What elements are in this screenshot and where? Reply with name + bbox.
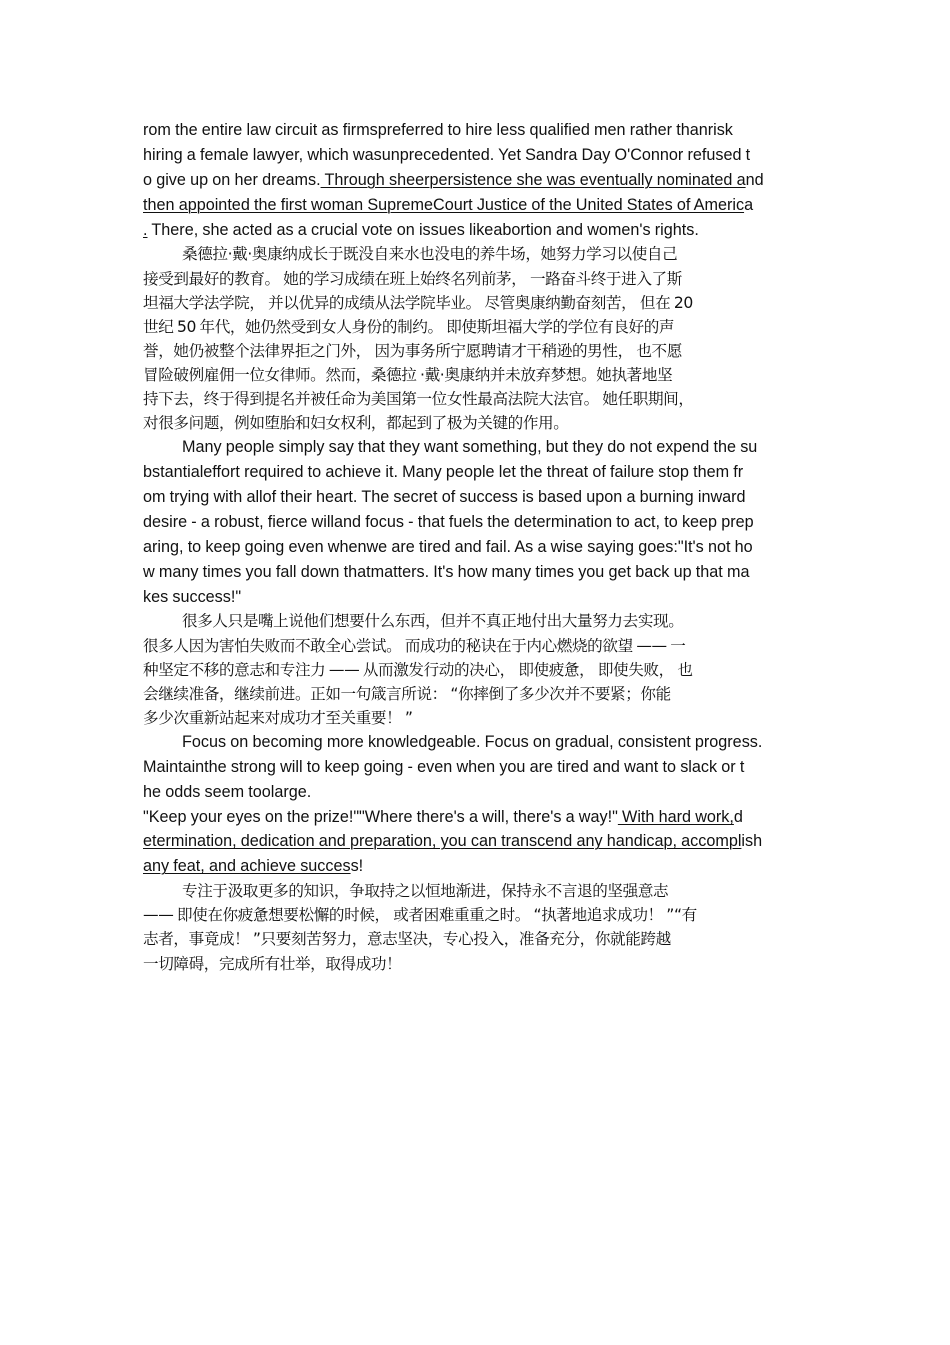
underlined-text: then appointed the first woman SupremeCourt Justice of the United States of Americ [143,195,745,214]
text-run: s! [350,857,364,876]
text-line: 坦福大学法学院， 并以优异的成绩从法学院毕业。 尽管奥康纳勤奋刻苦， 但在 20 [143,293,693,312]
text-line [143,805,833,830]
paragraph-chinese-1 [143,242,833,435]
text-line: he odds seem toolarge. [143,782,312,801]
text-line: 专注于汲取更多的知识，争取持之以恒地渐进，保持永不言退的坚强意志 [182,882,669,901]
document-page [143,118,833,976]
underlined-text: . [143,220,148,239]
underlined-text: any feat, and achieve succes [143,857,351,876]
text-line: 志者，事竟成！ ”只要刻苦努力，意志坚决，专心投入，准备充分，你就能跨越 [143,930,671,949]
text-line: 世纪 50 年代，她仍然受到女人身份的制约。 即使斯坦福大学的学位有良好的声 [143,317,675,336]
text-line [143,168,833,193]
text-run: nd [745,170,764,189]
text-line: 一切障碍，完成所有壮举，取得成功！ [143,954,402,973]
paragraph-chinese-2 [143,609,833,729]
text-run: o give up on her dreams. [143,170,321,189]
text-line [143,218,833,243]
text-run: ish [741,832,763,851]
text-run: a [744,195,754,214]
text-line: 多少次重新站起来对成功才至关重要！ ” [143,708,413,727]
underlined-text: With hard work, [617,807,734,826]
text-run: d [733,807,743,826]
text-line: 持下去，终于得到提名并被任命为美国第一位女性最高法院大法官。 她任职期间， [143,390,694,409]
text-line: kes success!" [143,587,242,606]
text-line: 很多人只是嘴上说他们想要什么东西，但并不真正地付出大量努力去实现。 [182,612,684,631]
text-line: hiring a female lawyer, which wasunprecedented. Yet Sandra Day O'Connor refused t [143,145,751,164]
text-run: "Keep your eyes on the prize!""Where there's a will, there's a way!" [143,807,618,826]
underlined-text: etermination, dedication and preparation, you can transcend any handicap, accompl [143,832,742,851]
text-line: 种坚定不移的意志和专注力 —— 从而激发行动的决心， 即使疲惫， 即使失败， 也 [143,660,693,679]
text-line: 接受到最好的教育。 她的学习成绩在班上始终名列前茅， 一路奋斗终于进入了斯 [143,269,682,288]
text-line [143,193,833,218]
text-line: w many times you fall down thatmatters. It's how many times you get back up that ma [143,562,750,581]
text-line: 桑德拉·戴·奥康纳成长于既没自来水也没电的养牛场，她努力学习以使自己 [182,245,678,264]
text-line: bstantialeffort required to achieve it. Many people let the threat of failure stop them fr [143,463,744,482]
text-line: 对很多问题，例如堕胎和妇女权利，都起到了极为关键的作用。 [143,414,569,433]
text-line: Focus on becoming more knowledgeable. Focus on gradual, consistent progress. [182,732,763,751]
text-line: 誉，她仍被整个法律界拒之门外， 因为事务所宁愿聘请才干稍逊的男性， 也不愿 [143,341,682,360]
text-line: 很多人因为害怕失败而不敢全心尝试。 而成功的秘诀在于内心燃烧的欲望 —— 一 [143,636,686,655]
paragraph-chinese-3 [143,879,833,975]
paragraph-english-1 [143,118,833,242]
text-line: —— 即使在你疲惫想要松懈的时候， 或者困难重重之时。 “执著地追求成功！ ”“有 [143,906,697,925]
text-line: rom the entire law circuit as firmspreferred to hire less qualified men rather thanrisk [143,121,733,139]
text-line: aring, to keep going even whenwe are tired and fail. As a wise saying goes:"It's not ho [143,537,753,556]
text-line: Maintainthe strong will to keep going - even when you are tired and want to slack or t [143,757,745,776]
text-line: 会继续准备，继续前进。正如一句箴言所说： “你摔倒了多少次并不要紧；你能 [143,684,671,703]
text-line: Many people simply say that they want something, but they do not expend the su [182,438,758,457]
text-run: There, she acted as a crucial vote on issues likeabortion and women's rights. [147,220,699,239]
text-line: om trying with allof their heart. The secret of success is based upon a burning inward [143,487,746,506]
text-line [143,854,833,879]
text-line: 冒险破例雇佣一位女律师。然而，桑德拉 ·戴·奥康纳并未放弃梦想。她执著地坚 [143,365,673,384]
paragraph-english-2 [143,435,833,609]
underlined-text: Through sheerpersistence she was eventually nominated a [320,170,746,189]
text-line: desire - a robust, fierce willand focus - that fuels the determination to act, to keep prep [143,512,754,531]
text-line [143,829,833,854]
paragraph-english-3 [143,730,833,879]
